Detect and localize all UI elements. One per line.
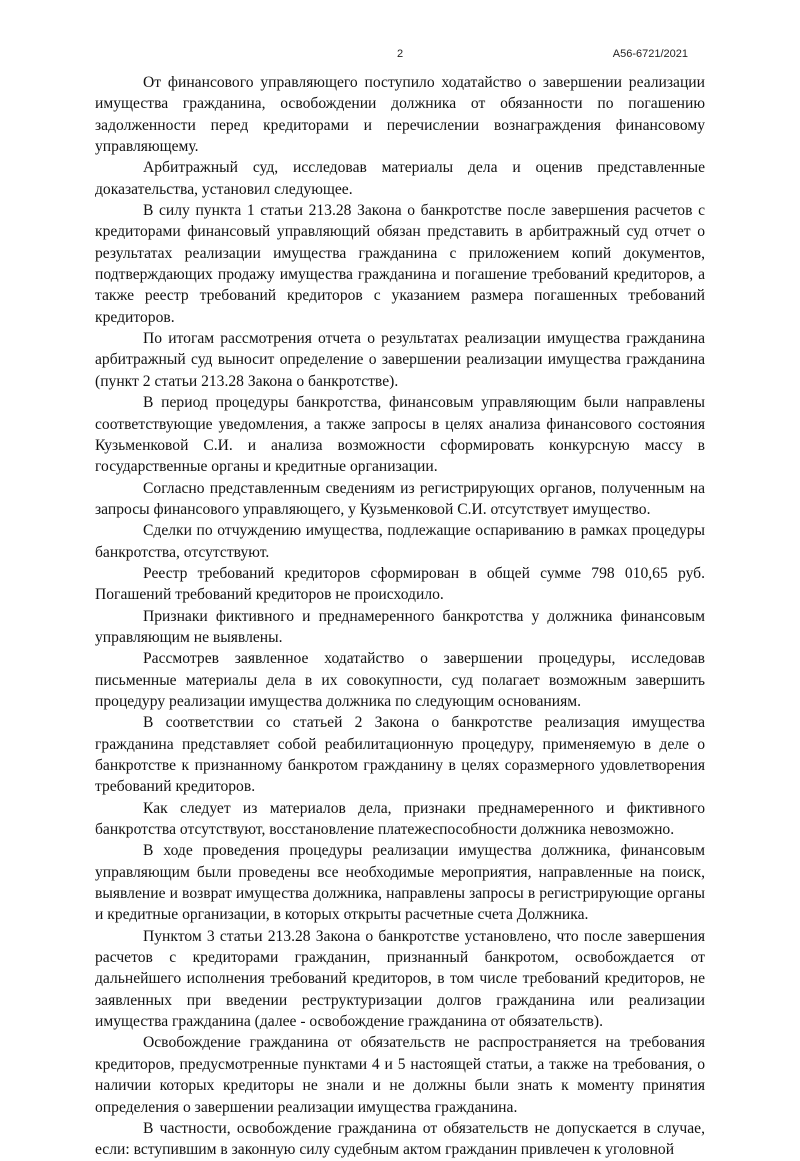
paragraph: Сделки по отчуждению имущества, подлежащие оспариванию в рамках процедуры банкротства, отсутствуют. — [95, 522, 705, 561]
paragraph: Рассмотрев заявленное ходатайство о завершении процедуры, исследовав письменные материалы дела в их совокупности, суд полагает возможным завершить процедуру реализации имущества должника по следующим основаниям. — [95, 650, 705, 710]
paragraph: В соответствии со статьей 2 Закона о банкротстве реализация имущества гражданина представляет собой реабилитационную процедуру, применяемую в деле о банкротстве к признанному банкротом гражданину в целях соразмерного удовлетворения требований кредиторов. — [95, 714, 705, 796]
paragraph: Реестр требований кредиторов сформирован в общей сумме 798 010,65 руб. Погашений требований кредиторов не происходило. — [95, 564, 705, 604]
paragraph: От финансового управляющего поступило ходатайство о завершении реализации имущества гражданина, освобождении должника от обязанности по погашению задолженности перед кредиторами и перечислении вознаграждения финансовому управляющему. — [95, 74, 705, 156]
paragraph: Пунктом 3 статьи 213.28 Закона о банкротстве установлено, что после завершения расчетов с кредиторами гражданин, признанный банкротом, освобождается от дальнейшего исполнения требований кредиторов, в том числе требований кредиторов, не заявленных при введении реструктуризации долгов гражданина или реализации имущества гражданина (далее - освобождение гражданина от обязательств). — [95, 927, 705, 1031]
paragraph: В ходе проведения процедуры реализации имущества должника, финансовым управляющим были проведены все необходимые мероприятия, направленные на поиск, выявление и возврат имущества должника, направлены запросы в регистрирующие органы и кредитные организации, в которых открыты расчетные счета Должника. — [95, 842, 705, 924]
paragraph: Признаки фиктивного и преднамеренного банкротства у должника финансовым управляющим не выявлены. — [95, 607, 705, 646]
paragraph: Арбитражный суд, исследовав материалы дела и оценив представленные доказательства, установил следующее. — [95, 159, 705, 198]
paragraph: Освобождение гражданина от обязательств не распространяется на требования кредиторов, предусмотренные пунктами 4 и 5 настоящей статьи, а также на требования, о наличии которых кредиторы не знали и не должны были знать к моменту принятия определения о завершении реализации имущества гражданина. — [95, 1034, 705, 1116]
paragraph: Согласно представленным сведениям из регистрирующих органов, полученным на запросы финансового управляющего, у Кузьменковой С.И. отсутствует имущество. — [95, 479, 705, 518]
case-number: А56-6721/2021 — [612, 48, 688, 60]
paragraph: Как следует из материалов дела, признаки преднамеренного и фиктивного банкротства отсутствуют, восстановление платежеспособности должника невозможно. — [95, 799, 705, 839]
document-body — [95, 72, 705, 1161]
paragraph: В период процедуры банкротства, финансовым управляющим были направлены соответствующие уведомления, а также запросы в целях анализа финансового состояния Кузьменковой С.И. и анализа возможности сформировать конкурсную массу в государственные органы и кредитные организации. — [95, 394, 705, 476]
paragraph: По итогам рассмотрения отчета о результатах реализации имущества гражданина арбитражный суд выносит определение о завершении реализации имущества гражданина (пункт 2 статьи 213.28 Закона о банкротстве). — [95, 330, 705, 390]
page-number: 2 — [396, 48, 404, 60]
paragraph: В частности, освобождение гражданина от обязательств не допускается в случае, если: вступившим в законную силу судебным актом гражданин привлечен к уголовной — [95, 1119, 705, 1159]
paragraph: В силу пункта 1 статьи 213.28 Закона о банкротстве после завершения расчетов с кредиторами финансовый управляющий обязан представить в арбитражный суд отчет о результатах реализации имущества гражданина с приложением копий документов, подтверждающих продажу имущества гражданина и погашение требований кредиторов, а также реестр требований кредиторов с указанием размера погашенных требований кредиторов. — [95, 202, 705, 326]
